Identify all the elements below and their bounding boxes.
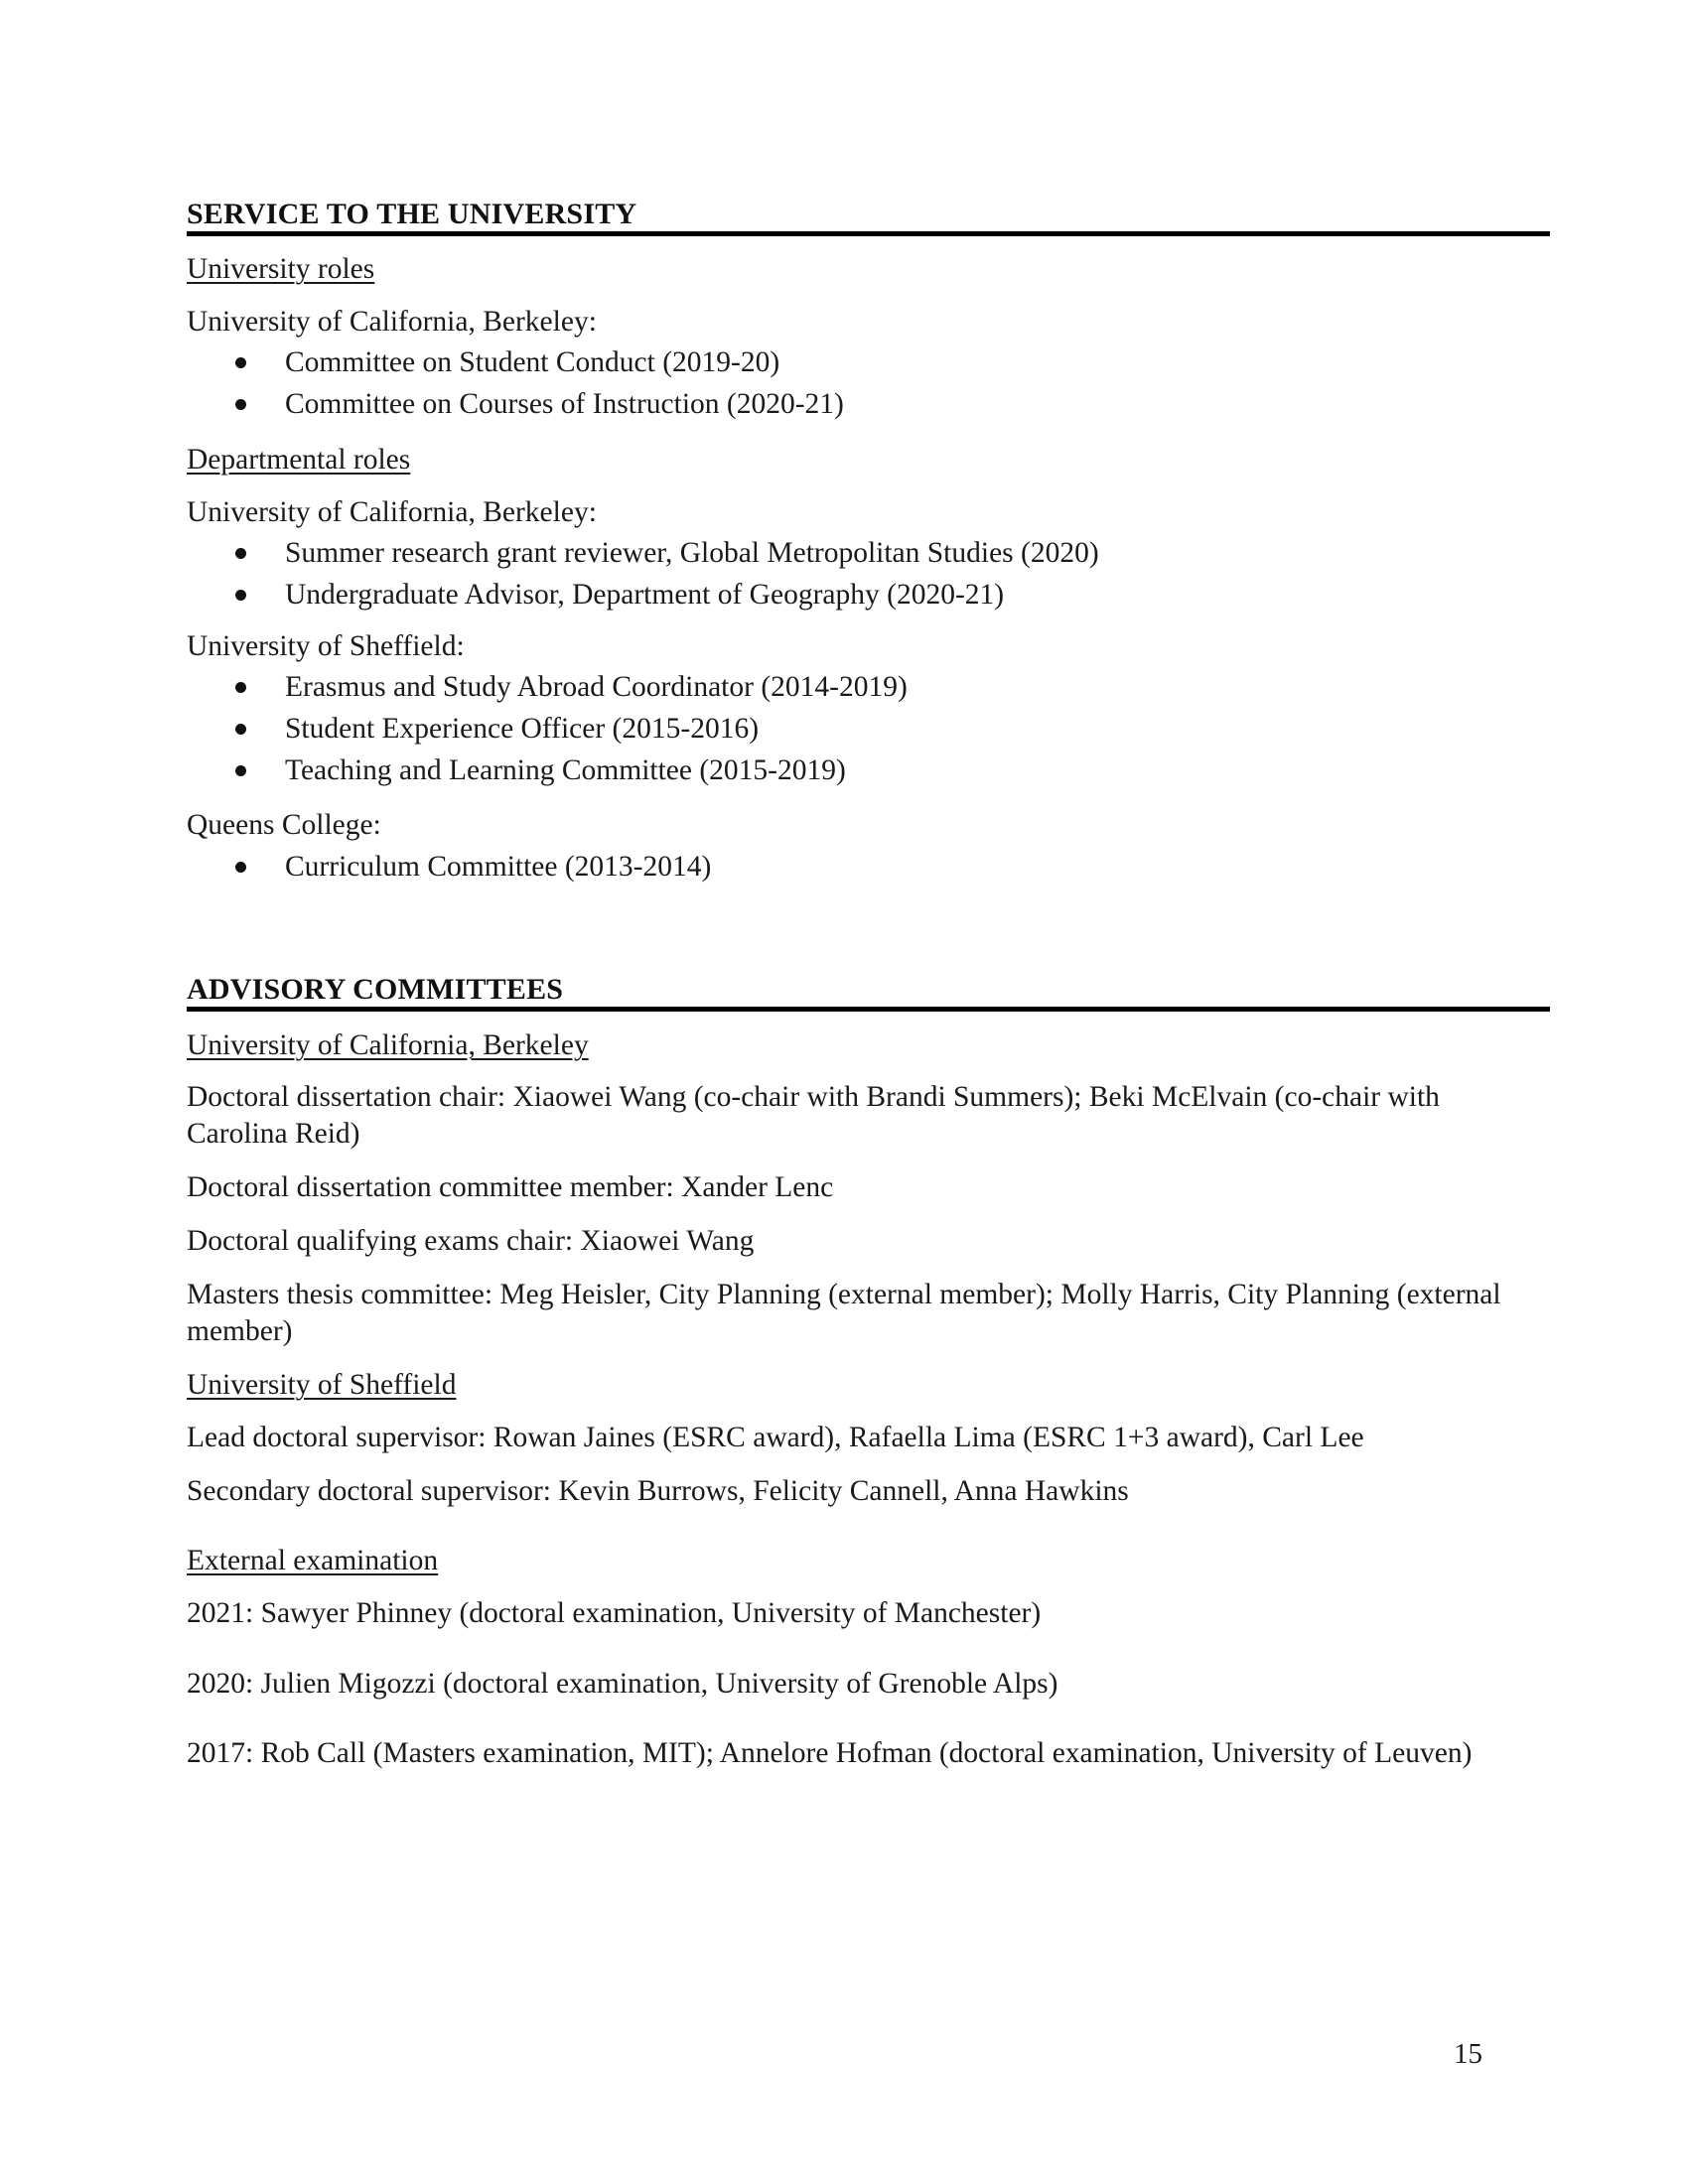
section-rule (187, 231, 1550, 236)
bullet-icon (235, 724, 246, 735)
advisory-entry: 2017: Rob Call (Masters examination, MIT); Annelore Hofman (doctoral examination, University of Leuven) (187, 1737, 1473, 1769)
advisory-entry: Secondary doctoral supervisor: Kevin Burrows, Felicity Cannell, Anna Hawkins (187, 1475, 1129, 1507)
document-page: SERVICE TO THE UNIVERSITY University roles University of California, Berkeley: Committee on Student Conduct (2019-20) Committee on Courses of Instruction (2020-21) Departmental roles University of California, Berkeley: Summer research grant reviewer, Global Metropolitan Studies (2020) Undergraduate Advisor, Department of Geography (2020-21) University of Sheffield: Erasmus and Study Abroad Coordinator (2014-2019) Student Experience Officer (2015-2016) Teaching and Learning Committee (2015-2019) Queens College: Curriculum Committee (2013-2014) ADVISORY COMMITTEES University of California, Berkeley Doctoral dissertation chair: Xiaowei Wang (co-chair with Brandi Summers); Beki McElvain (co-chair with Carolina Reid) Doctoral dissertation committee member: Xander Lenc Doctoral qualifying exams chair: Xiaowei Wang Masters thesis committee: Meg Heisler, City Planning (external member); Molly Harris, City Planning (external member) University of Sheffield Lead doctoral supervisor: Rowan Jaines (ESRC award), Rafaella Lima (ESRC 1+3 award), Carl Lee Secondary doctoral supervisor: Kevin Burrows, Felicity Cannell, Anna Hawkins External examination 2021: Sawyer Phinney (doctoral examination, University of Manchester) 2020: Julien Migozzi (doctoral examination, University of Grenoble Alps) 2017: Rob Call (Masters examination, MIT); Annelore Hofman (doctoral examination, University of Leuven) 15 (0, 0, 1688, 2184)
advisory-entry: 2021: Sawyer Phinney (doctoral examination, University of Manchester) (187, 1597, 1042, 1629)
bullet-icon (235, 682, 246, 693)
advisory-entry: Doctoral qualifying exams chair: Xiaowei Wang (187, 1225, 755, 1257)
advisory-entry: Lead doctoral supervisor: Rowan Jaines (ESRC award), Rafaella Lima (ESRC 1+3 award), Carl Lee (187, 1422, 1364, 1453)
bullet-icon (235, 765, 246, 776)
bullet-icon (235, 862, 246, 873)
subheading-berkeley: University of California, Berkeley (187, 1029, 589, 1061)
bullet-icon (235, 399, 246, 410)
bullet-icon (235, 548, 246, 559)
advisory-entry: Masters thesis committee: Meg Heisler, City Planning (external member); Molly Harris, City Planning (external member) (187, 1279, 1501, 1347)
advisory-entry: Doctoral dissertation chair: Xiaowei Wang (co-chair with Brandi Summers); Beki McElvain (co-chair with Carolina Reid) (187, 1081, 1440, 1150)
subheading-departmental-roles: Departmental roles (187, 444, 411, 476)
subheading-external-examination: External examination (187, 1545, 439, 1576)
section-heading-advisory: ADVISORY COMMITTEES (187, 973, 564, 1006)
advisory-entry: 2020: Julien Migozzi (doctoral examination, University of Grenoble Alps) (187, 1668, 1058, 1700)
subheading-sheffield: University of Sheffield (187, 1369, 457, 1401)
bullet-icon (235, 590, 246, 601)
section-heading-service: SERVICE TO THE UNIVERSITY (187, 198, 637, 230)
page-number: 15 (1454, 2038, 1482, 2070)
section-rule (187, 1007, 1550, 1012)
advisory-entry: Doctoral dissertation committee member: Xander Lenc (187, 1171, 834, 1203)
institution-label: University of California, Berkeley: (187, 306, 597, 338)
subheading-university-roles: University roles (187, 253, 375, 285)
bullet-icon (235, 357, 246, 368)
institution-label: Queens College: (187, 809, 381, 841)
institution-label: University of California, Berkeley: (187, 496, 597, 528)
institution-label: University of Sheffield: (187, 630, 465, 662)
